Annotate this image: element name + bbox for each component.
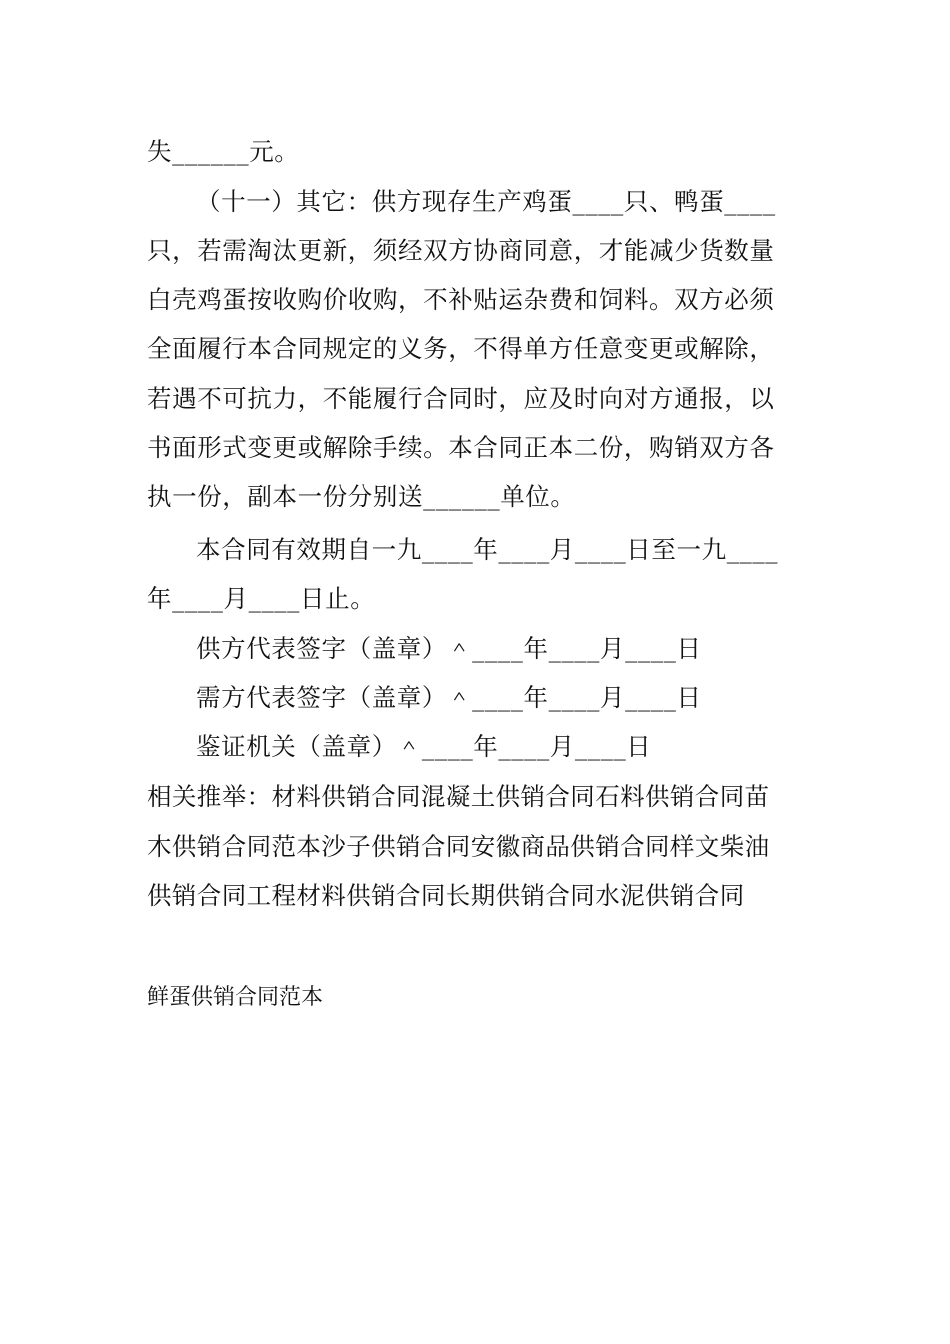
body-line-5: 全面履行本合同规定的义务，不得单方任意变更或解除， (147, 334, 775, 363)
validity-line-2: 年____月____日止。 (147, 584, 376, 613)
buyer-signature-line: 需方代表签字（盖章）＾____年____月____日 (196, 683, 702, 712)
body-line-6: 若遇不可抗力，不能履行合同时，应及时向对方通报，以 (147, 384, 775, 413)
body-line-2: （十一）其它：供方现存生产鸡蛋____只、鸭蛋____ (196, 187, 776, 216)
body-line-1: 失______元。 (147, 137, 300, 166)
body-line-4: 白壳鸡蛋按收购价收购，不补贴运杂费和饲料。双方必须 (147, 285, 775, 314)
body-line-8: 执一份，副本一份分别送______单位。 (147, 482, 576, 511)
validity-line-1: 本合同有效期自一九____年____月____日至一九____ (196, 535, 779, 564)
related-line-2: 木供销合同范本沙子供销合同安徽商品供销合同样文柴油 (147, 832, 770, 861)
related-line-1: 相关推举：材料供销合同混凝土供销合同石料供销合同苗 (147, 782, 770, 811)
supplier-signature-line: 供方代表签字（盖章）＾____年____月____日 (196, 634, 702, 663)
document-title: 鲜蛋供销合同范本 (147, 985, 324, 1010)
related-line-3: 供销合同工程材料供销合同长期供销合同水泥供销合同 (147, 881, 745, 910)
notary-signature-line: 鉴证机关（盖章）＾____年____月____日 (196, 732, 652, 761)
body-line-3: 只，若需淘汰更新，须经双方协商同意，才能减少货数量 (147, 236, 775, 265)
body-line-7: 书面形式变更或解除手续。本合同正本二份，购销双方各 (147, 433, 775, 462)
